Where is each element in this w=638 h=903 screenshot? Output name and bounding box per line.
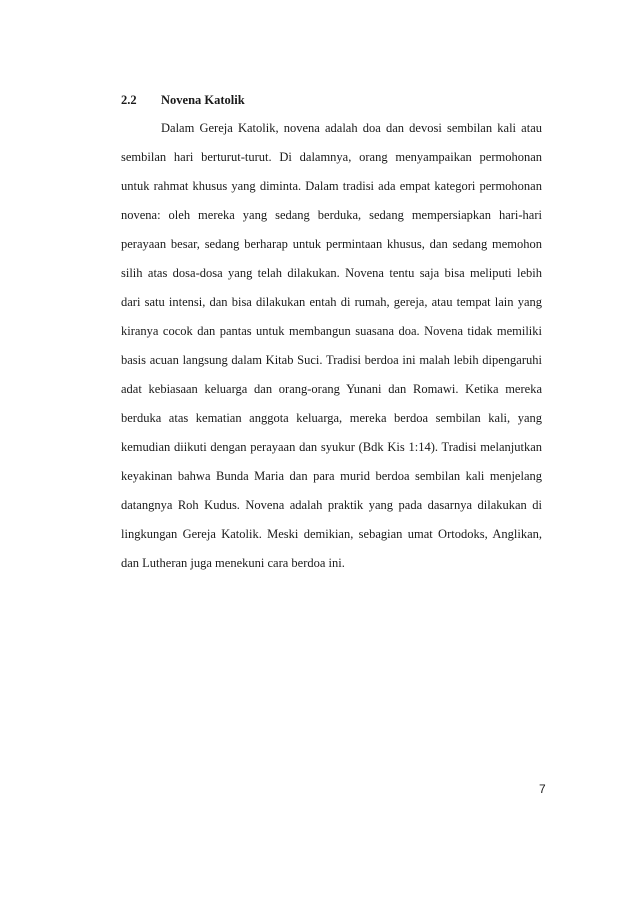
paragraph-line: dan Lutheran juga menekuni cara berdoa ini.: [121, 556, 345, 570]
section-title: Novena Katolik: [161, 93, 245, 107]
paragraph-line: basis acuan langsung dalam Kitab Suci. Tradisi berdoa ini malah lebih dipengaruhi: [121, 353, 542, 367]
body-paragraph: [121, 118, 542, 582]
paragraph-line: dari satu intensi, dan bisa dilakukan entah di rumah, gereja, atau tempat lain yang: [121, 295, 542, 309]
paragraph-line: perayaan besar, sedang berharap untuk permintaan khusus, dan sedang memohon: [121, 237, 542, 251]
paragraph-line: keyakinan bahwa Bunda Maria dan para murid berdoa sembilan kali menjelang: [121, 469, 542, 483]
paragraph-line: Dalam Gereja Katolik, novena adalah doa dan devosi sembilan kali atau: [161, 121, 542, 135]
paragraph-line: untuk rahmat khusus yang diminta. Dalam tradisi ada empat kategori permohonan: [121, 179, 542, 193]
paragraph-line: novena: oleh mereka yang sedang berduka, sedang mempersiapkan hari-hari: [121, 208, 542, 222]
section-number: 2.2: [121, 93, 137, 107]
section-heading: [121, 90, 245, 110]
paragraph-line: kiranya cocok dan pantas untuk membangun suasana doa. Novena tidak memiliki: [121, 324, 542, 338]
page-number: 7: [539, 782, 546, 796]
paragraph-line: kemudian diikuti dengan perayaan dan syukur (Bdk Kis 1:14). Tradisi melanjutkan: [121, 440, 542, 454]
paragraph-line: silih atas dosa-dosa yang telah dilakukan. Novena tentu saja bisa meliputi lebih: [121, 266, 542, 280]
paragraph-line: lingkungan Gereja Katolik. Meski demikian, sebagian umat Ortodoks, Anglikan,: [121, 527, 542, 541]
paragraph-line: sembilan hari berturut-turut. Di dalamnya, orang menyampaikan permohonan: [121, 150, 542, 164]
paragraph-line: adat kebiasaan keluarga dan orang-orang Yunani dan Romawi. Ketika mereka: [121, 382, 542, 396]
paragraph-line: datangnya Roh Kudus. Novena adalah praktik yang pada dasarnya dilakukan di: [121, 498, 542, 512]
paragraph-line: berduka atas kematian anggota keluarga, mereka berdoa sembilan kali, yang: [121, 411, 542, 425]
